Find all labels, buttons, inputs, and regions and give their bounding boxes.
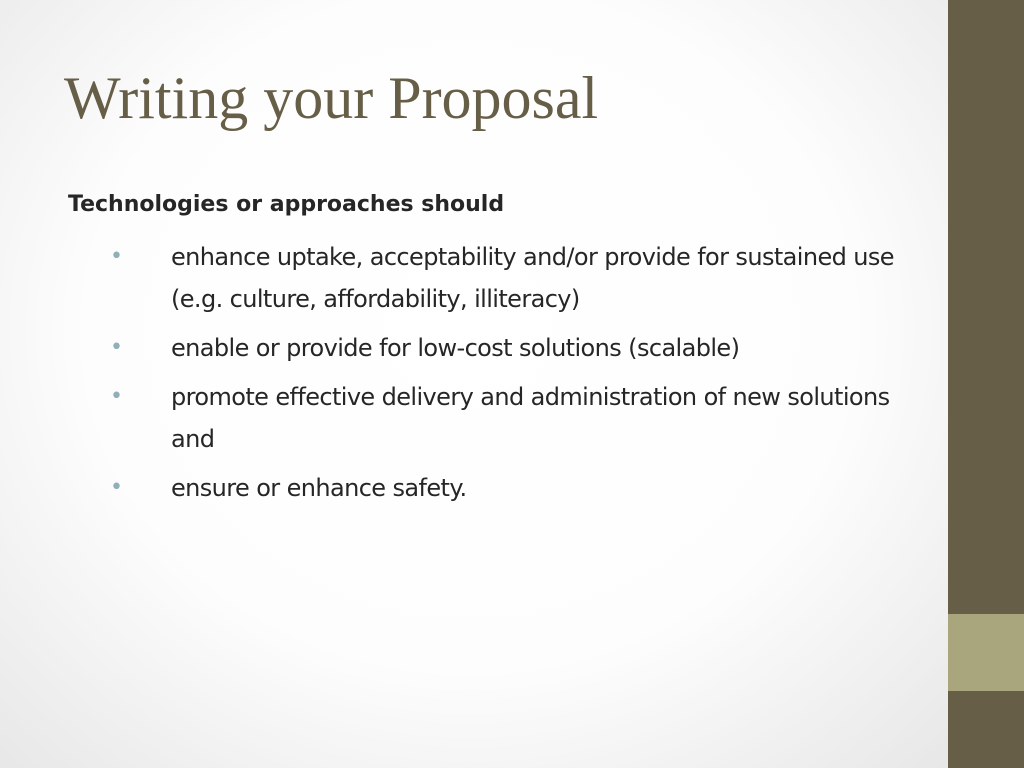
slide-title: Writing your Proposal	[64, 65, 599, 131]
bullet-dot-icon: •	[110, 335, 123, 360]
bullet-item	[0, 327, 901, 369]
sidebar-decoration	[948, 0, 1024, 768]
bullet-dot-icon: •	[110, 384, 123, 409]
bullet-dot-icon: •	[110, 244, 123, 269]
bullet-text: enhance uptake, acceptability and/or provide for sustained use (e.g. culture, affordability, illiteracy)	[171, 243, 894, 313]
bullet-list	[0, 236, 948, 516]
sidebar-accent-block	[948, 614, 1024, 691]
bullet-item	[0, 376, 901, 460]
bullet-item	[0, 236, 901, 320]
slide-heading: Technologies or approaches should	[68, 192, 505, 217]
bullet-dot-icon: •	[110, 475, 123, 500]
bullet-text: ensure or enhance safety.	[171, 474, 467, 502]
bullet-text: promote effective delivery and administration of new solutions and	[171, 383, 890, 453]
bullet-text: enable or provide for low-cost solutions (scalable)	[171, 334, 740, 362]
bullet-item	[0, 467, 901, 509]
